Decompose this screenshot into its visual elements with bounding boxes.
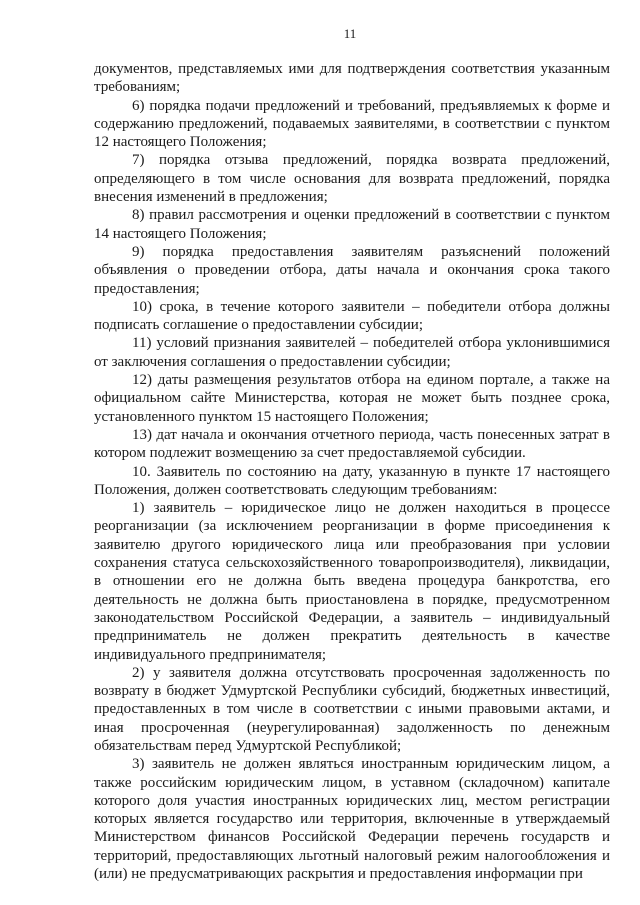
paragraph: 11) условий признания заявителей – победителей отбора уклонившимися от заключения соглашения о предоставлении субсидии;	[94, 335, 610, 370]
paragraph: 8) правил рассмотрения и оценки предложений в соответствии с пунктом 14 настоящего Положения;	[94, 207, 610, 242]
paragraph: 2) у заявителя должна отсутствовать просроченная задолженность по возврату в бюджет Удмуртской Республики субсидий, бюджетных инвестиций, предоставленных в том числе в соответствии с иными правовыми актами, и иная просроченная (неурегулированная) задолженность по денежным обязательствам перед Удмуртской Республикой;	[94, 664, 610, 754]
paragraph: 12) даты размещения результатов отбора на едином портале, а также на официальном сайте Министерства, которая не может быть позднее срока, установленного пунктом 15 настоящего Положения;	[94, 372, 610, 425]
paragraph: 7) порядка отзыва предложений, порядка возврата предложений, определяющего в том числе основания для возврата предложений, порядка внесения изменений в предложения;	[94, 152, 610, 206]
page-number: 11	[343, 26, 357, 41]
paragraph: 1) заявитель – юридическое лицо не должен находиться в процессе реорганизации (за исключением реорганизации в форме присоединения к заявителю другого юридического лица или преобразования при условии сохранения статуса сельскохозяйственного товаропроизводителя), ликвидации, в отношении его не должна быть введена процедура банкротства, его деятельность не должна быть приостановлена в порядке, предусмотренном законодательством Российской Федерации, а заявитель – индивидуальный предприниматель не должен прекратить деятельность в качестве индивидуального предпринимателя;	[94, 500, 610, 663]
paragraph: 10. Заявитель по состоянию на дату, указанную в пункте 17 настоящего Положения, должен соответствовать следующим требованиям:	[94, 463, 610, 498]
paragraph: 9) порядка предоставления заявителям разъяснений положений объявления о проведении отбора, даты начала и окончания срока такого предоставления;	[94, 243, 610, 297]
paragraph: 13) дат начала и окончания отчетного периода, часть понесенных затрат в котором подлежит возмещению за счет предоставляемой субсидии.	[94, 426, 610, 462]
paragraph: документов, представляемых ими для подтверждения соответствия указанным требованиям;	[94, 61, 610, 96]
paragraph: 10) срока, в течение которого заявители – победители отбора должны подписать соглашение о предоставлении субсидии;	[94, 298, 610, 334]
paragraph: 6) порядка подачи предложений и требований, предъявляемых к форме и содержанию предложений, подаваемых заявителями, в соответствии с пунктом 12 настоящего Положения;	[94, 97, 610, 151]
paragraph: 3) заявитель не должен являться иностранным юридическим лицом, а также российским юридическим лицом, в уставном (складочном) капитале которого доля участия иностранных юридических лиц, местом регистрации которых является государство или территория, включенные в утверждаемый Министерством финансов Российской Федерации перечень государств и территорий, предоставляющих льготный налоговый режим налогообложения и (или) не предусматривающих раскрытия и предоставления информации при	[94, 756, 610, 883]
document-body	[94, 60, 610, 883]
